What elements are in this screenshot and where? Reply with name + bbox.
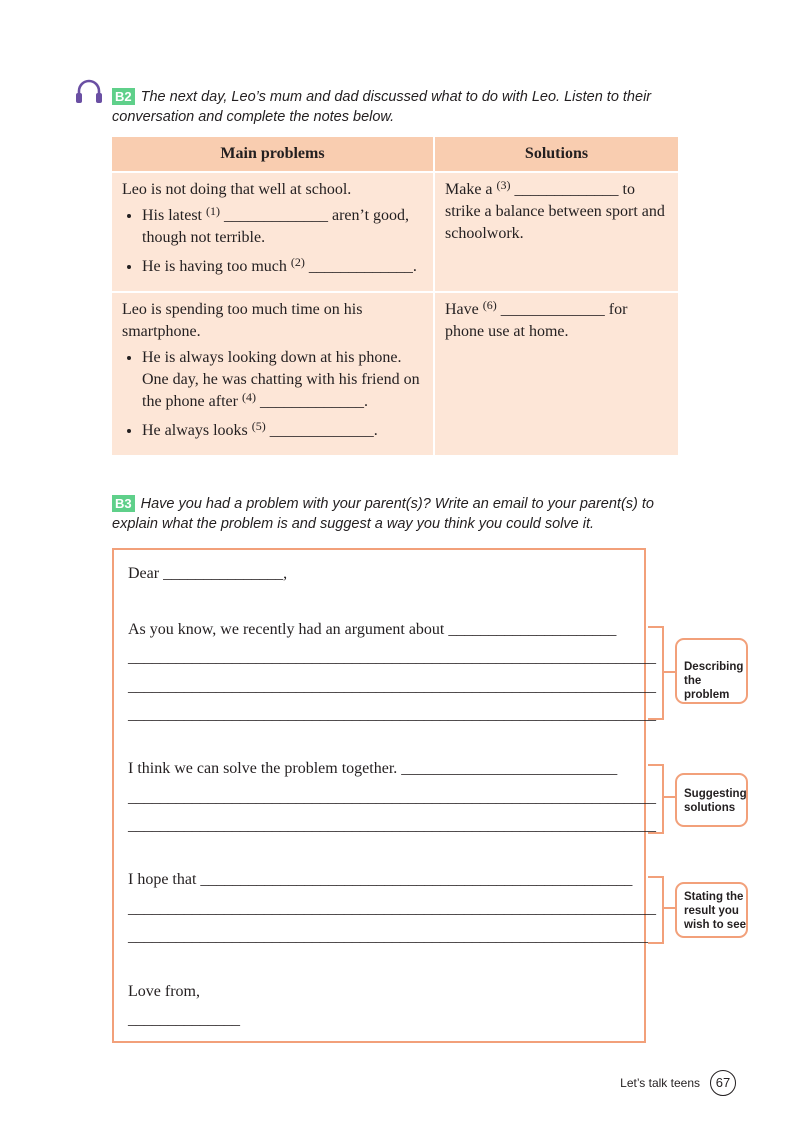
bracket-tick — [663, 796, 675, 798]
argument-line[interactable]: As you know, we recently had an argument about _____________________ — [128, 621, 617, 638]
list-item: • He is always looking down at his phone. One day, he was chatting with his friend on the phone after $^{(4)}$ _____________. — [142, 347, 423, 413]
header-solutions: Solutions — [434, 137, 678, 172]
solve-line[interactable]: I think we can solve the problem together. ___________________________ — [128, 760, 618, 777]
page-number: 67 — [710, 1070, 736, 1096]
hope-line[interactable]: I hope that ______________________________________________________ — [128, 871, 633, 888]
label-suggesting: Suggesting solutions — [675, 773, 748, 827]
writing-line[interactable]: __________________________________________________________________ — [128, 706, 656, 723]
writing-line[interactable]: __________________________________________________________________ — [128, 649, 656, 666]
writing-line[interactable]: __________________________________________________________________ — [128, 789, 656, 806]
notes-table — [112, 137, 678, 457]
love-from: Love from, — [128, 983, 200, 1000]
b3-instruction: B3 Have you had a problem with your parent(s)? Write an email to your parent(s) to explain what the problem is and suggest a way you think you could solve it. — [112, 496, 654, 532]
problem-cell-2: Leo is spending too much time on his smartphone. • He is always looking down at his phone. One day, he was chatting with his friend on the phone after $^{(4)}$ _____________. • He always looks $^{(5)}$ _____________. — [112, 292, 434, 456]
blank-2[interactable]: _____________. — [304, 258, 417, 275]
b2-badge: B2 — [112, 88, 135, 105]
headphones-icon — [74, 77, 104, 107]
list-item: • He always looks $^{(5)}$ _____________. — [142, 420, 423, 442]
bracket-suggesting — [648, 764, 664, 834]
solution-cell-1: Make a $^{(3)}$ _____________ to strike a balance between sport and schoolwork. — [434, 172, 678, 292]
bracket-tick — [663, 907, 675, 909]
list-item: • He is having too much $^{(2)}$ _____________. — [142, 256, 423, 278]
b3-badge: B3 — [112, 495, 135, 512]
label-stating: Stating the result you wish to see — [675, 882, 748, 938]
problem-cell-1: Leo is not doing that well at school. • His latest $^{(1)}$ _____________ aren’t good, though not terrible. • He is having too much $^{(2)}$ _____________. — [112, 172, 434, 292]
bracket-describing — [648, 626, 664, 720]
bracket-stating — [648, 876, 664, 944]
footer-title: Let’s talk teens — [620, 1076, 700, 1090]
signature-line[interactable]: ______________ — [128, 1011, 240, 1028]
solution-cell-2: Have $^{(6)}$ _____________ for phone use at home. — [434, 292, 678, 456]
writing-line[interactable]: __________________________________________________________________ — [128, 817, 656, 834]
header-main-problems: Main problems — [112, 137, 434, 172]
blank-1[interactable]: _____________ aren’t good, though not terrible. — [142, 207, 410, 246]
b2-instruction: B2 The next day, Leo’s mum and dad discussed what to do with Leo. Listen to their conversation and complete the notes below. — [112, 89, 652, 125]
bracket-tick — [663, 671, 675, 673]
writing-line[interactable]: __________________________________________________________________ — [128, 900, 656, 917]
label-describing: Describing the problem — [675, 638, 748, 704]
blank-4[interactable]: _____________. — [255, 393, 368, 410]
list-item: • His latest $^{(1)}$ _____________ aren’t good, though not terrible. — [142, 205, 423, 249]
writing-line[interactable]: __________________________________________________________________ — [128, 928, 656, 945]
blank-3[interactable]: _____________ to strike a balance between sport and schoolwork. — [445, 181, 665, 242]
blank-6[interactable]: _____________ for phone use at home. — [445, 301, 628, 340]
writing-line[interactable]: __________________________________________________________________ — [128, 678, 656, 695]
blank-5[interactable]: _____________. — [265, 422, 378, 439]
dear-line[interactable]: Dear _______________, — [128, 565, 288, 582]
